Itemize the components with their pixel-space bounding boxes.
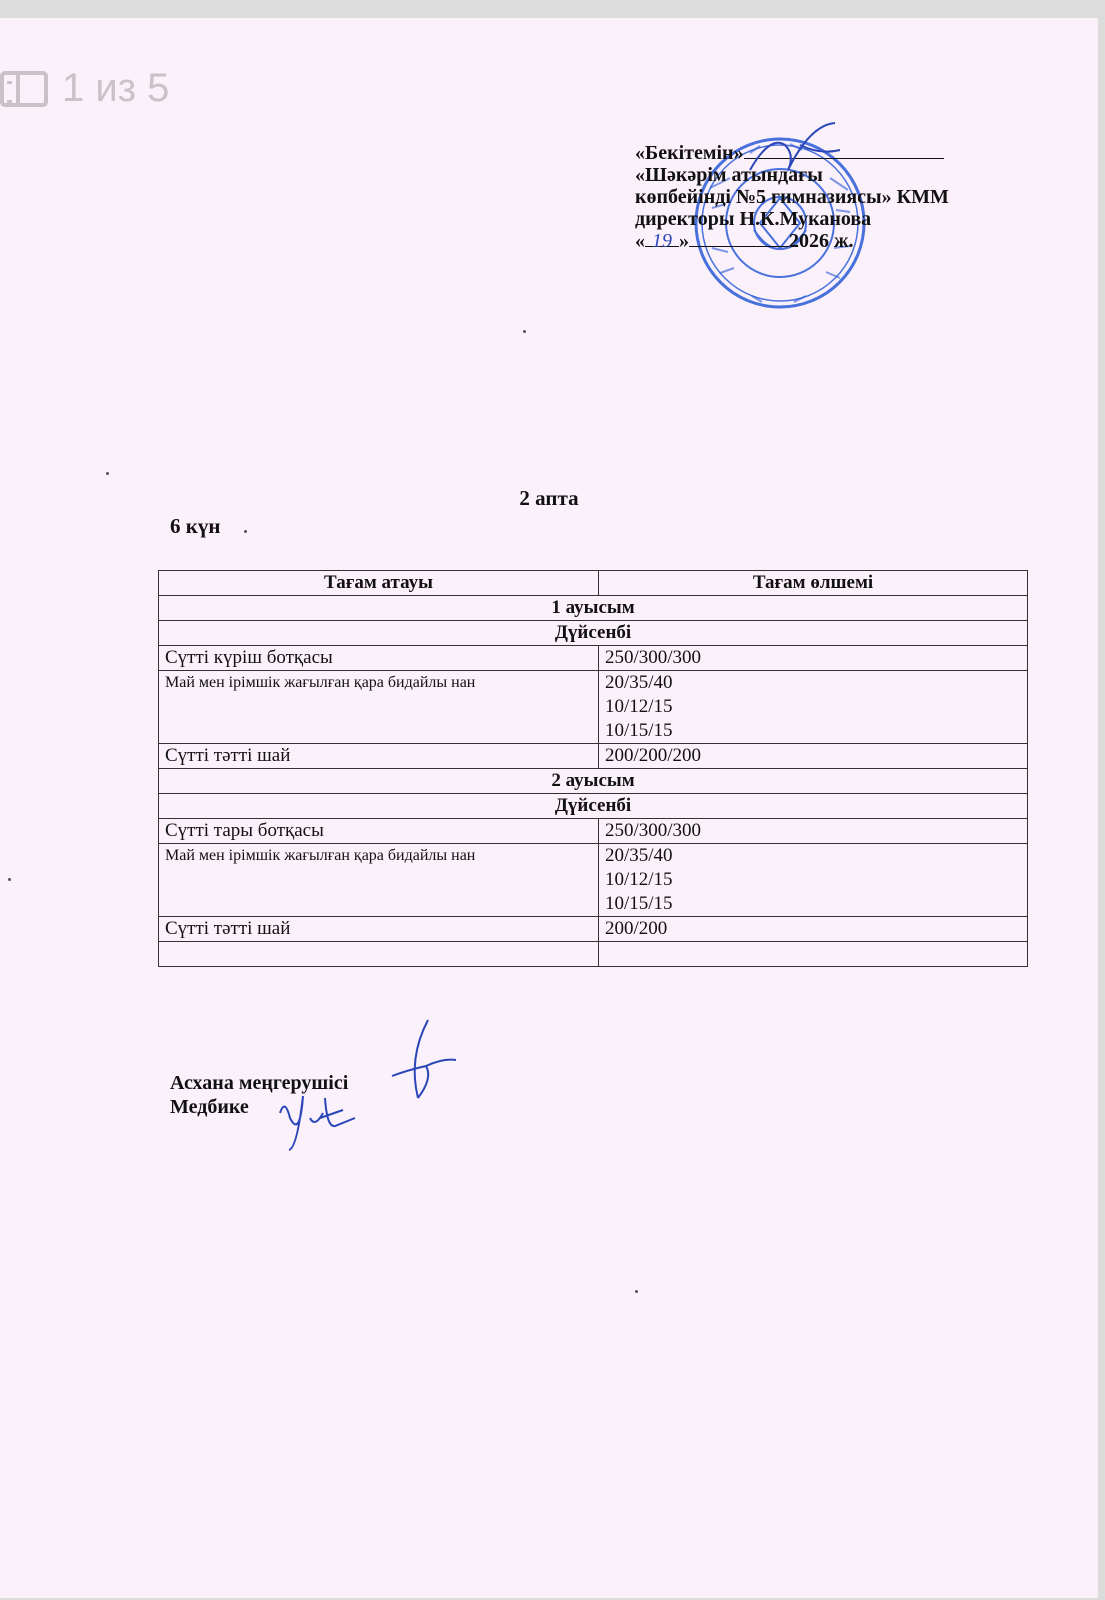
scan-speck [635,1290,638,1293]
table-row [159,844,1028,917]
approval-title: «Бекітемін» [635,142,744,164]
cook-head-signature [388,1018,468,1103]
shift-2-label: 2 ауысым [159,769,1028,794]
week-title: 2 апта [519,486,579,510]
table-row [159,819,1028,844]
director-signature [740,115,850,185]
empty-row [159,942,1028,967]
scan-speck [244,530,247,533]
dish-amount: 200/200 [599,917,1028,942]
scan-speck [106,472,109,475]
approval-date-month-line [689,230,789,247]
day-title: 6 күн [170,514,221,538]
dish-name: Сүтті тары ботқасы [159,819,599,844]
dish-amount: 250/300/300 [599,819,1028,844]
dish-name: Май мен ірімшік жағылған қара бидайлы нан [159,671,599,744]
approval-date-day: 19 [645,230,679,247]
nurse-signature [275,1088,365,1153]
col-header-name: Тағам атауы [159,571,599,596]
shift-1-label: 1 ауысым [159,596,1028,621]
weekday-1-label: Дүйсенбі [159,621,1028,646]
page-indicator [0,66,169,111]
page-counter: 1 из 5 [62,66,170,110]
dish-amount: 20/35/40 10/12/15 10/15/15 [599,844,1028,917]
dish-name: Май мен ірімшік жағылған қара бидайлы нан [159,844,599,917]
table-row [159,671,1028,744]
dish-name: Сүтті тәтті шай [159,917,599,942]
dish-amount: 200/200/200 [599,744,1028,769]
menu-table [158,570,1028,967]
approval-line-3: көпбейінді №5 гимназиясы» КММ [635,186,949,208]
approval-line-4: директоры Н.К.Муканова [635,208,872,230]
dish-name: Сүтті күріш ботқасы [159,646,599,671]
approval-date: « 19 » 2026 ж. [635,230,854,252]
dish-name: Сүтті тәтті шай [159,744,599,769]
scan-speck [8,878,11,881]
col-header-amount: Тағам өлшемі [599,571,1028,596]
table-row [159,917,1028,942]
table-row [159,646,1028,671]
approval-line-2: «Шәкәрім атындағы [635,164,823,186]
table-header-row [159,571,1028,596]
nurse-label: Медбике [170,1096,249,1118]
table-row [159,744,1028,769]
dish-amount: 250/300/300 [599,646,1028,671]
cook-head-label: Асхана меңгерушісі [170,1072,349,1094]
pages-icon [0,71,48,107]
dish-amount: 20/35/40 10/12/15 10/15/15 [599,671,1028,744]
weekday-2-label: Дүйсенбі [159,794,1028,819]
scan-speck [523,330,526,333]
approval-date-year: 2026 ж. [789,230,854,252]
